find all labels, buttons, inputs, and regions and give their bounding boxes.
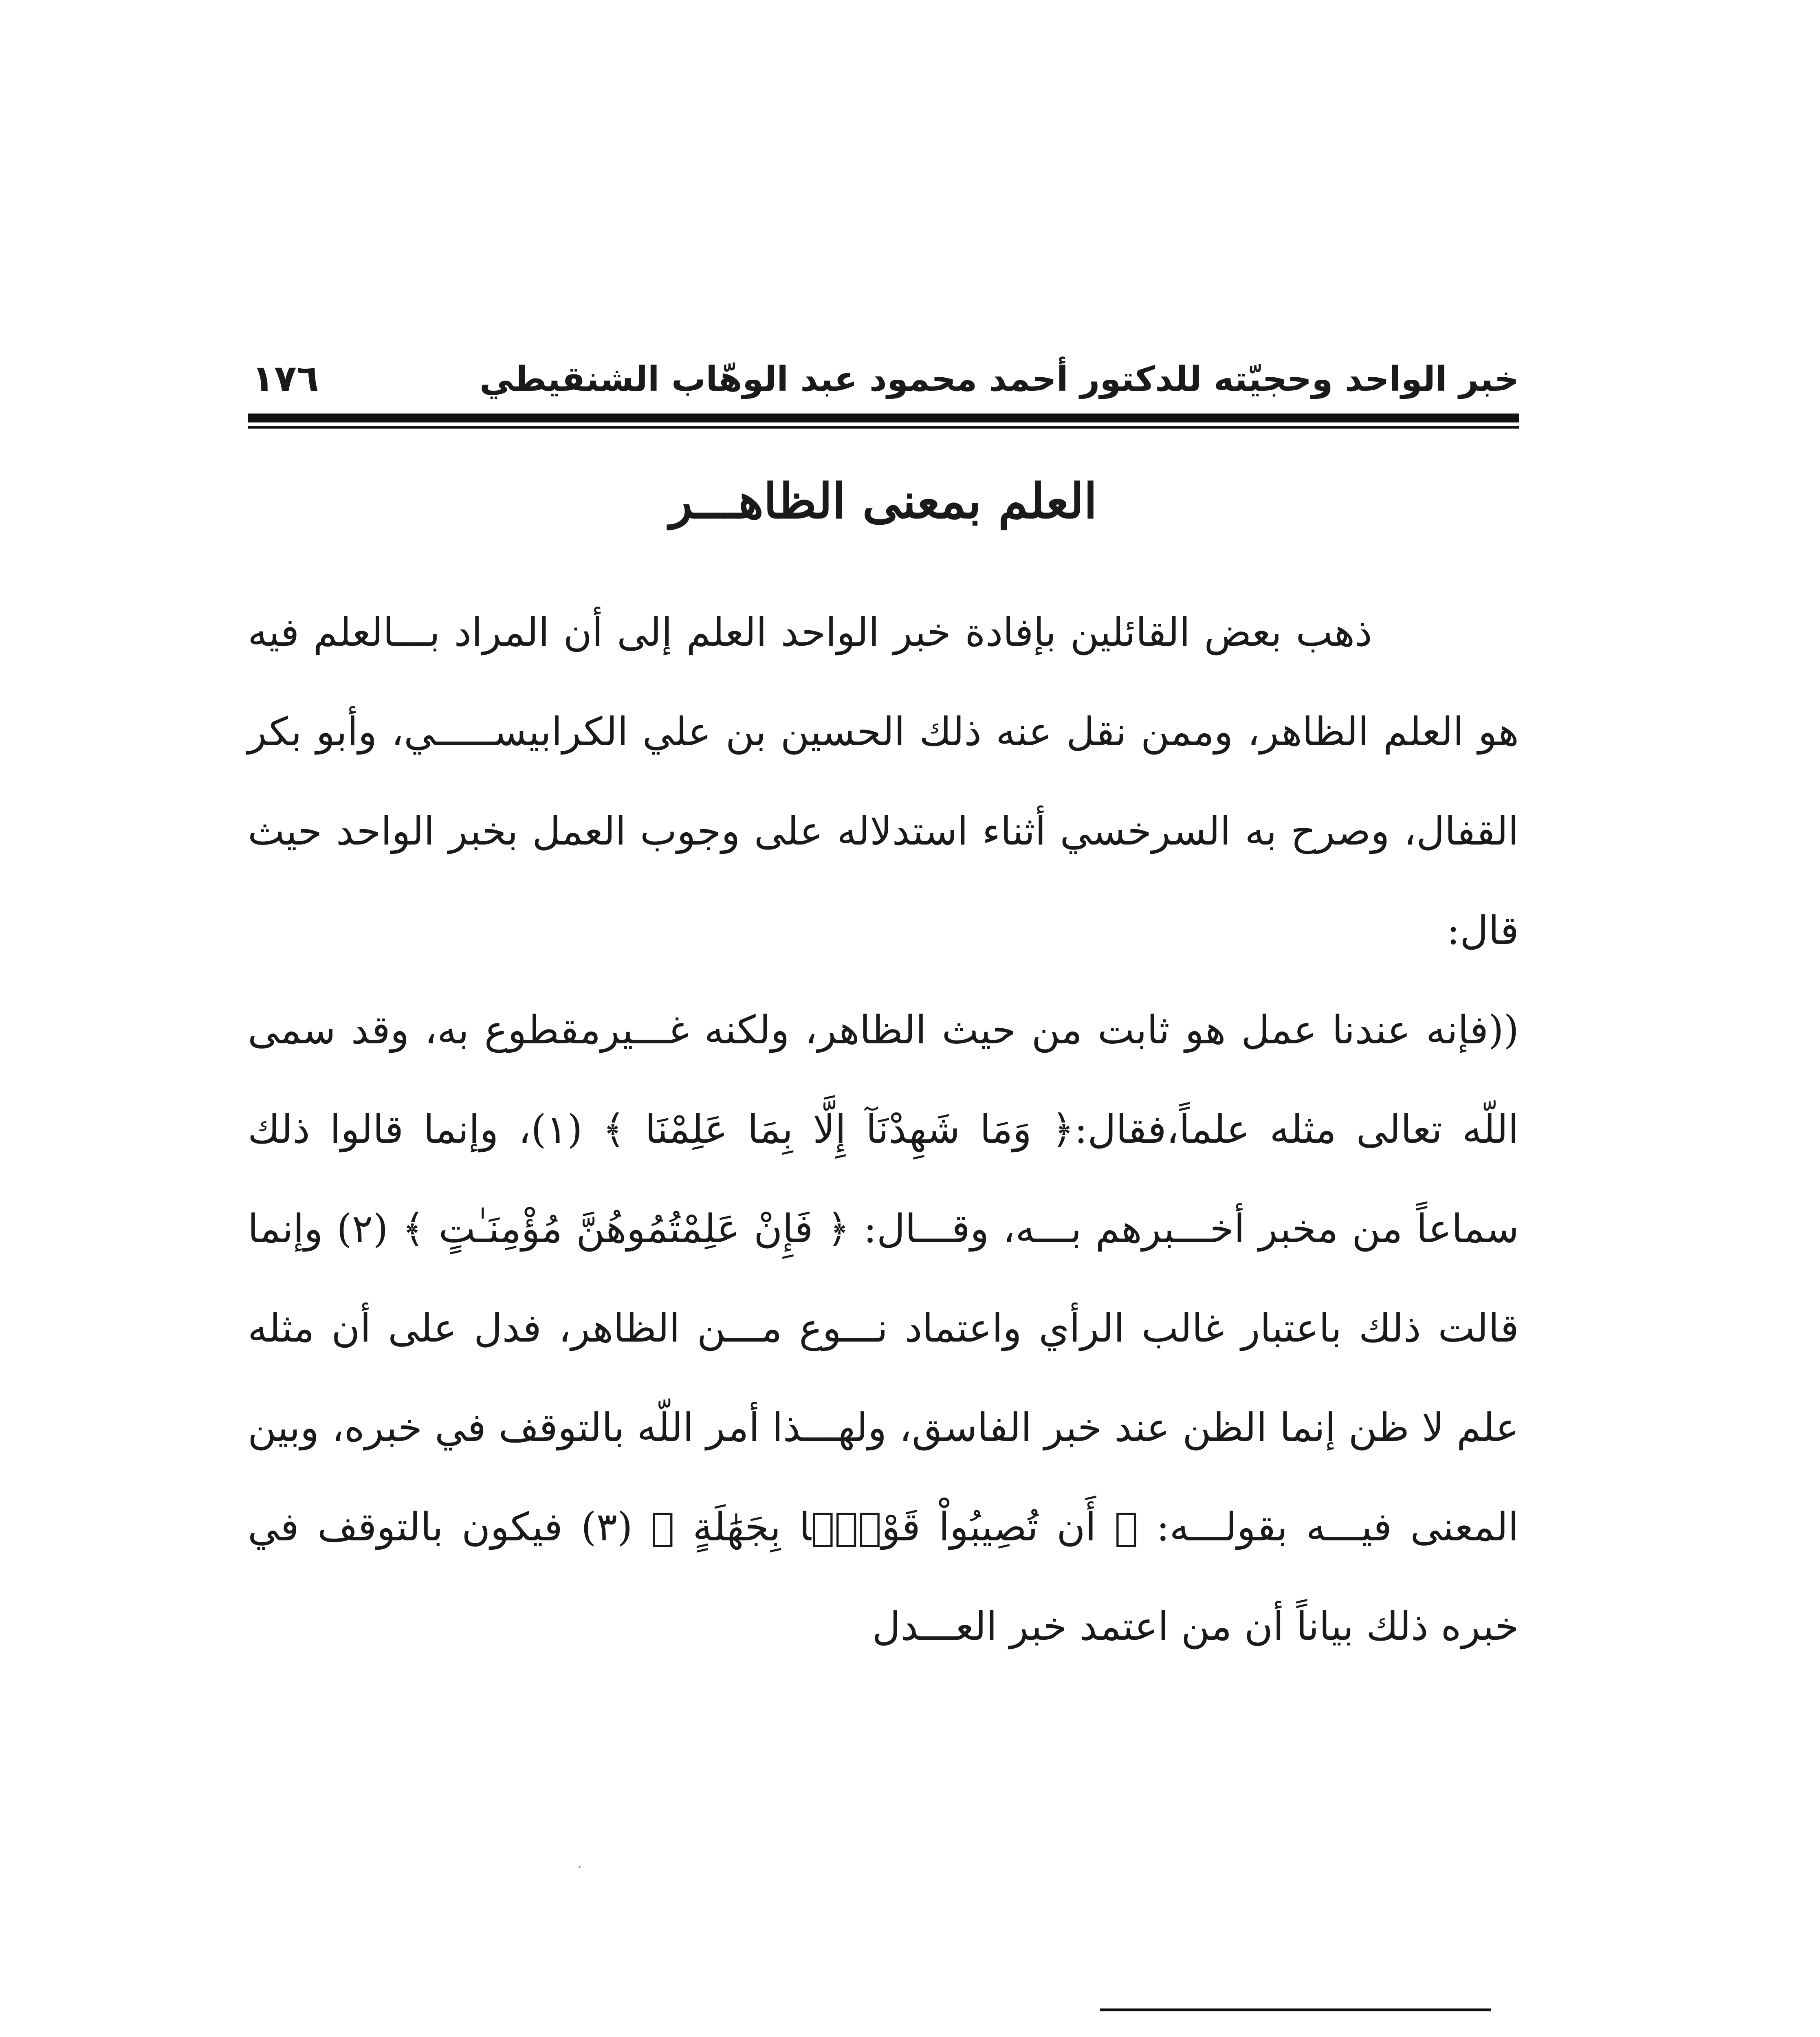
quoted-paragraph: ((فإنه عندنا عمل هو ثابت من حيث الظاهر، ولكنه غـــيرمقطوع به، وقد سمى اللّه تعالى مثله علماً،فقال:﴿ وَمَا شَهِدْنَآ إِلَّا بِمَا عَلِمْنَا ﴾ (١)، وإنما قالوا ذلك سماعاً من مخبر أخـــبرهم بـــه، وقـــال: ﴿ فَإِنْ عَلِمْتُمُوهُنَّ مُؤْمِنَـٰتٍ ﴾ (٢) وإنما قالت ذلك باعتبار غالب الرأي واعتماد نـــوع مـــن الظاهر، فدل على أن مثله علم لا ظن إنما الظن عند خبر الفاسق، ولهـــذا أمر اللّه بالتوقف في خبره، وبين المعنى فيـــه بقولـــه: ﴿ أَن تُصِيبُواْ قَوْمَۢا بِجَهَٰلَةٍ ﴾ (٣) فيكون بالتوقف في خبره ذلك بياناً أن من اعتمد خبر العـــدل [248, 1007, 1519, 1649]
body-paragraph: ذهب بعض القائلين بإفادة خبر الواحد العلم إلى أن المراد بـــالعلم فيه هو العلم الظاهر، وممن نقل عنه ذلك الحسين بن علي الكرابيســـــي، وأبو بكر القفال، وصرح به السرخسي أثناء استدلاله على وجوب العمل بخبر الواحد حيث قال: [248, 609, 1519, 953]
header-rule-thin [248, 426, 1519, 429]
page-header [248, 350, 1519, 407]
scan-speck [579, 1866, 581, 1868]
header-rule-thick [248, 414, 1519, 422]
section-title: العلم بمعنى الظاهـــر [669, 473, 1097, 529]
running-title: خبر الواحد وحجيّته للدكتور أحمد محمود عبد الوهّاب الشنقيطي [479, 359, 1519, 399]
main-text [248, 583, 1519, 1676]
footnote-separator [1100, 2008, 1491, 2011]
page-number: ١٧٦ [252, 357, 319, 400]
